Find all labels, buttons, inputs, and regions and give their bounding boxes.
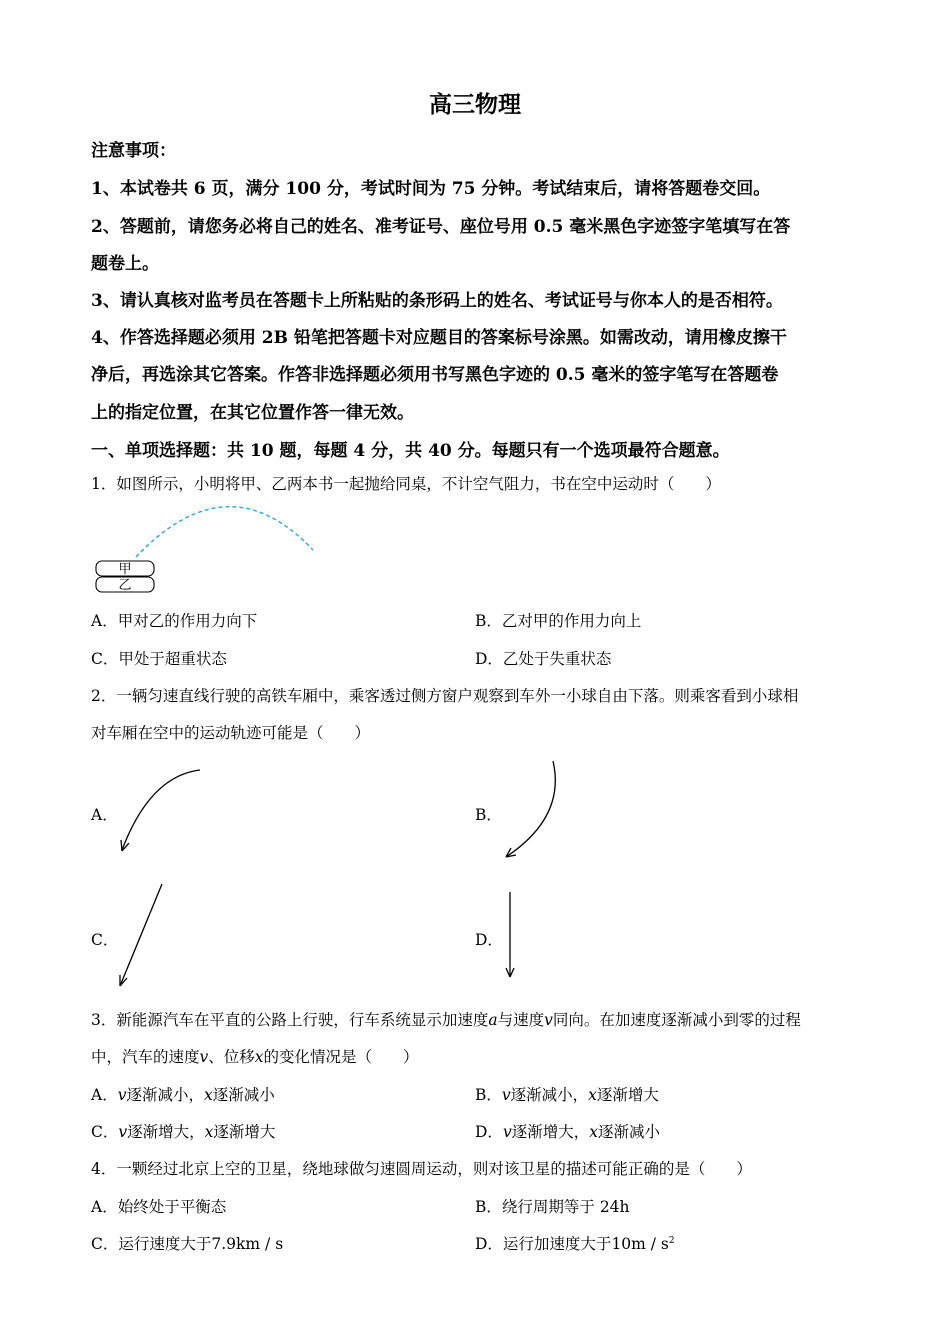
notice-item-1: 1、本试卷共 6 页，满分 100 分，考试时间为 75 分钟。考试结束后，请将答题卷交回。 xyxy=(91,179,771,199)
notice-item-2-line-2: 题卷上。 xyxy=(91,254,159,274)
trajectory-dashed-arc xyxy=(136,507,313,557)
q2-stem-line-1: 2．一辆匀速直线行驶的高铁车厢中，乘客透过侧方窗户观察到车外一小球自由下落。则乘客看到小球相 xyxy=(91,687,799,705)
q4-option-a: A．始终处于平衡态 xyxy=(91,1198,227,1216)
q3-option-d: D．v逐渐增大，x逐渐减小 xyxy=(475,1123,660,1141)
q4-option-d: D．运行加速度大于$10m / s^2$ xyxy=(475,1235,675,1253)
q2-figure-d xyxy=(495,888,525,983)
q2-stem-line-2: 对车厢在空中的运动轨迹可能是（ ） xyxy=(91,724,371,742)
q2-option-d: D． xyxy=(475,931,503,949)
q1-option-d: D．乙处于失重状态 xyxy=(475,650,612,668)
q2-option-b: B． xyxy=(475,806,502,824)
book-yi-label: 乙 xyxy=(118,578,132,593)
notice-item-3: 3、请认真核对监考员在答题卡上所粘贴的条形码上的姓名、考试证号与你本人的是否相符。 xyxy=(91,291,783,311)
q1-option-a: A．甲对乙的作用力向下 xyxy=(91,612,258,630)
q2-figure-c xyxy=(110,880,180,990)
q2-option-c: C． xyxy=(91,931,119,949)
q2-figure-a xyxy=(110,760,210,860)
notice-item-4-line-3: 上的指定位置，在其它位置作答一律无效。 xyxy=(91,403,414,423)
page-title: 高三物理 xyxy=(429,91,521,118)
q1-option-c: C．甲处于超重状态 xyxy=(91,650,227,668)
book-jia-label: 甲 xyxy=(118,562,132,577)
q2-figure-b xyxy=(500,755,570,865)
q2-option-a: A． xyxy=(91,806,118,824)
q3-stem-line-1: 3．新能源汽车在平直的公路上行驶，行车系统显示加速度a与速度v同向。在加速度逐渐减小到零的过程 xyxy=(91,1011,801,1029)
notice-item-4-line-2: 净后，再选涂其它答案。作答非选择题必须用书写黑色字迹的 0.5 毫米的签字笔写在答题卷 xyxy=(91,365,779,385)
notice-item-4-line-1: 4、作答选择题必须用 2B 铅笔把答题卡对应题目的答案标号涂黑。如需改动，请用橡皮擦干 xyxy=(91,328,787,348)
notice-item-2-line-1: 2、答题前，请您务必将自己的姓名、准考证号、座位号用 0.5 毫米黑色字迹签字笔填写在答 xyxy=(91,217,791,237)
q4-option-b: B．绕行周期等于 24h xyxy=(475,1198,630,1216)
q3-option-c: C．v逐渐增大，x逐渐增大 xyxy=(91,1123,276,1141)
q1-option-b: B．乙对甲的作用力向上 xyxy=(475,612,642,630)
q1-figure xyxy=(88,500,328,600)
q3-option-b: B．v逐渐减小，x逐渐增大 xyxy=(475,1086,659,1104)
section-1-heading: 一、单项选择题：共 10 题，每题 4 分，共 40 分。每题只有一个选项最符合题意。 xyxy=(91,441,730,461)
q3-stem-line-2: 中，汽车的速度v、位移x的变化情况是（ ） xyxy=(91,1048,419,1066)
q1-stem: 1．如图所示，小明将甲、乙两本书一起抛给同桌，不计空气阻力，书在空中运动时（ ） xyxy=(91,475,721,493)
q3-option-a: A．v逐渐减小，x逐渐减小 xyxy=(91,1086,275,1104)
q4-option-c: C．运行速度大于7.9km / s xyxy=(91,1235,284,1253)
q4-stem: 4．一颗经过北京上空的卫星，绕地球做匀速圆周运动，则对该卫星的描述可能正确的是（ ） xyxy=(91,1160,752,1178)
notice-heading: 注意事项： xyxy=(91,141,176,161)
